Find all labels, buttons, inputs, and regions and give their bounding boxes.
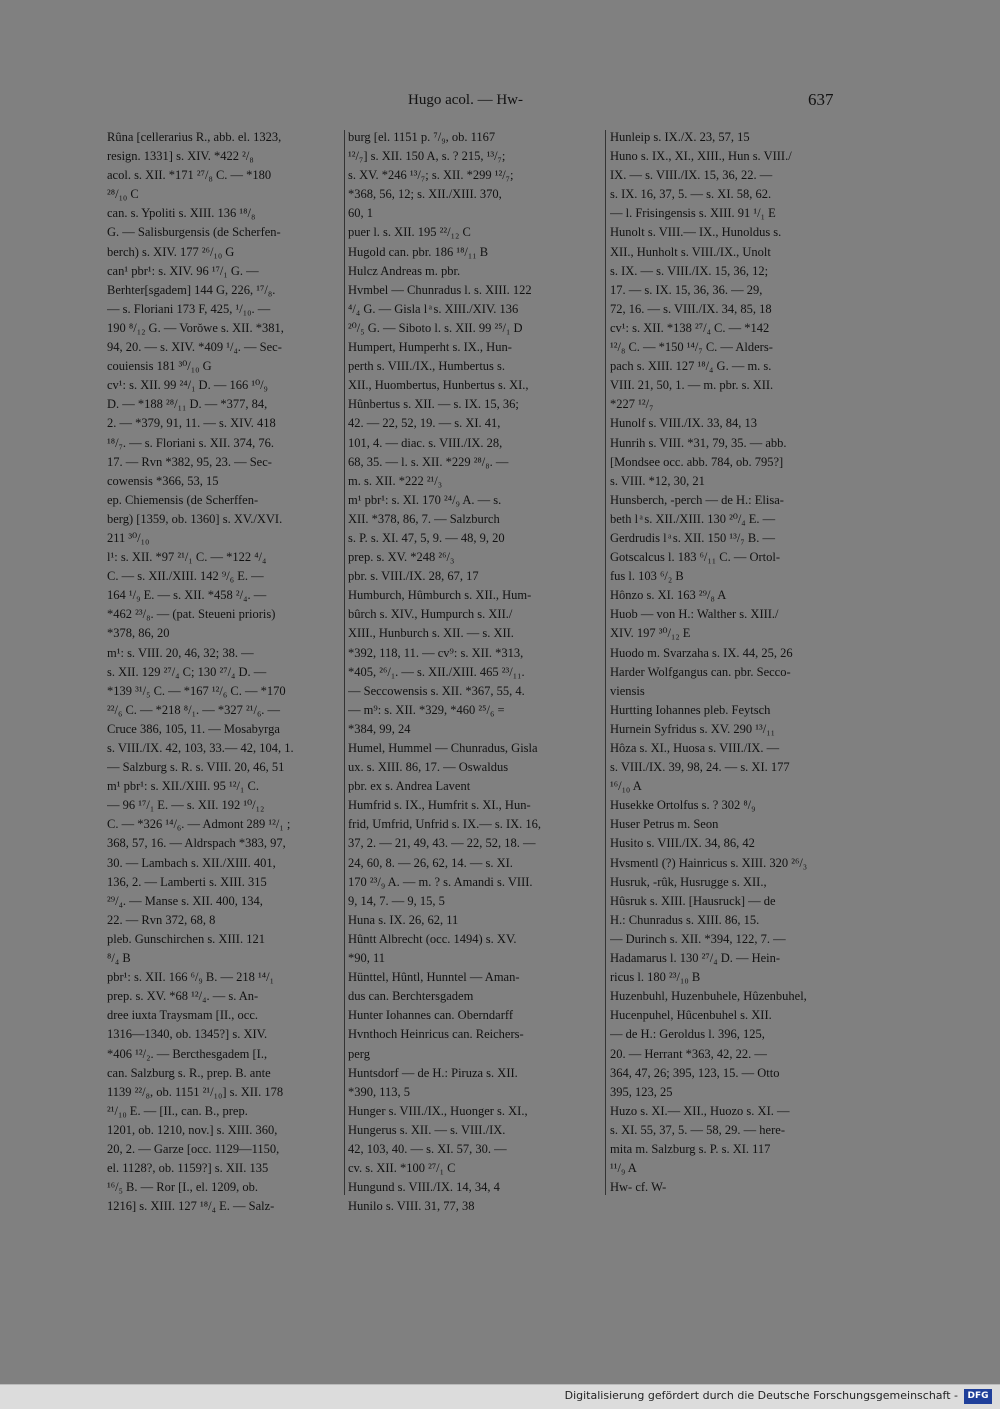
column-rule-2 <box>605 130 606 1195</box>
index-entry-line: 20, 2. — Garze [occ. 1129—1150, <box>107 1141 280 1156</box>
index-entry-line: 101, 4. — diac. s. VIII./IX. 28, <box>348 435 503 450</box>
index-entry-line: Hunsberch, -perch — de H.: Elisa- <box>610 492 784 507</box>
index-entry-line: Hünttel, Hûntl, Hunntel — Aman- <box>348 970 520 985</box>
index-entry-line: 364, 47, 26; 395, 123, 15. — Otto <box>610 1065 780 1080</box>
index-column-2 <box>348 128 601 1216</box>
index-entry-line: ¹⁶/₁₀ A <box>610 779 642 794</box>
index-entry-line: prep. s. XV. *68 ¹²/₄. — s. An- <box>107 989 259 1004</box>
index-entry-line: Hulcz Andreas m. pbr. <box>348 263 461 278</box>
index-entry-line: ²⁹/₄. — Manse s. XII. 400, 134, <box>107 893 263 908</box>
index-entry-line: — l. Frisingensis s. XIII. 91 ¹/₁ E <box>610 206 776 221</box>
index-entry-line: Gotscalcus l. 183 ⁶/₁₁ C. — Ortol- <box>610 550 781 565</box>
index-entry-line: perth s. VIII./IX., Humbertus s. <box>348 359 506 374</box>
index-entry-line: Hurtting Iohannes pleb. Feytsch <box>610 702 771 717</box>
index-entry-line: *462 ²³/₈. — (pat. Steueni prioris) <box>107 607 276 622</box>
index-entry-line: 2. — *379, 91, 11. — s. XIV. 418 <box>107 416 276 431</box>
index-entry-line: burg [el. 1151 p. ⁷/₉, ob. 1167 <box>348 130 496 144</box>
index-entry-line: 17. — s. IX. 15, 36, 36. — 29, <box>610 282 763 297</box>
index-entry-line: Hûnbertus s. XII. — s. IX. 15, 36; <box>348 397 519 412</box>
index-entry-line: dus can. Berchtersgadem <box>348 989 474 1004</box>
index-entry-line: 136, 2. — Lamberti s. XIII. 315 <box>107 874 267 889</box>
index-entry-line: 395, 123, 25 <box>610 1084 673 1099</box>
index-entry-line: Hunolt s. VIII.— IX., Hunoldus s. <box>610 225 782 240</box>
index-entry-line: can. Salzburg s. R., prep. B. ante <box>107 1065 271 1080</box>
index-entry-line: 1216] s. XIII. 127 ¹⁸/₄ E. — Salz- <box>107 1199 275 1214</box>
index-entry-line: ⁸/₄ B <box>107 951 131 966</box>
index-entry-line: 30. — Lambach s. XII./XIII. 401, <box>107 855 276 870</box>
index-entry-line: Hônzo s. XI. 163 ²⁹/₈ A <box>610 588 727 603</box>
index-entry-line: pbr. ex s. Andrea Lavent <box>348 779 471 794</box>
index-entry-line: Hvnthoch Heinricus can. Reichers- <box>348 1027 524 1042</box>
page-header-title: Hugo acol. — Hw- <box>408 92 523 108</box>
index-entry-line: cv. s. XII. *100 ²⁷/₁ C <box>348 1161 456 1176</box>
index-entry-line: — Salzburg s. R. s. VIII. 20, 46, 51 <box>107 760 285 775</box>
index-entry-line: Hûntt Albrecht (occ. 1494) s. XV. <box>348 931 517 946</box>
index-entry-line: Huzo s. XI.— XII., Huozo s. XI. — <box>610 1103 790 1118</box>
index-entry-line: ep. Chiemensis (de Scherffen- <box>107 492 259 507</box>
index-entry-line: Hvmbel — Chunradus l. s. XIII. 122 <box>348 282 532 297</box>
index-entry-line: *227 ¹²/₇ <box>610 397 654 412</box>
index-entry-line: VIII. 21, 50, 1. — m. pbr. s. XII. <box>610 378 774 393</box>
index-entry-line: XII., Huombertus, Hunbertus s. XI., <box>348 378 529 393</box>
index-entry-line: Rûna [cellerarius R., abb. el. 1323, <box>107 130 282 144</box>
dfg-logo: DFG <box>964 1389 992 1404</box>
index-entry-line: G. — Salisburgensis (de Scherfen- <box>107 225 281 240</box>
index-entry-line: Humburch, Hûmburch s. XII., Hum- <box>348 588 532 603</box>
index-entry-line: 42. — 22, 52, 19. — s. XI. 41, <box>348 416 501 431</box>
index-entry-line: Hûsruk s. XIII. [Hausruck] — de <box>610 893 776 908</box>
index-entry-line: Hunrih s. VIII. *31, 79, 35. — abb. <box>610 435 787 450</box>
index-entry-line: Harder Wolfgangus can. pbr. Secco- <box>610 664 791 679</box>
index-entry-line: 1316—1340, ob. 1345?] s. XIV. <box>107 1027 268 1042</box>
index-entry-line: ²²/₆ C. — *218 ⁸/₁. — *327 ²¹/₆. — <box>107 702 281 717</box>
index-entry-line: *384, 99, 24 <box>348 721 411 736</box>
index-entry-line: Huodo m. Svarzaha s. IX. 44, 25, 26 <box>610 645 793 660</box>
index-entry-line: mita m. Salzburg s. P. s. XI. 117 <box>610 1141 771 1156</box>
index-entry-line: 211 ³⁰/₁₀ <box>107 530 150 545</box>
index-entry-line: ¹⁶/₅ B. — Ror [I., el. 1209, ob. <box>107 1180 258 1195</box>
index-entry-line: — 96 ¹⁷/₁ E. — s. XII. 192 ¹⁰/₁₂ <box>107 798 265 813</box>
index-entry-line: 94, 20. — s. XIV. *409 ¹/₄. — Sec- <box>107 340 282 355</box>
index-entry-line: dree iuxta Traysmam [II., occ. <box>107 1008 259 1023</box>
page-number: 637 <box>808 90 834 109</box>
index-entry-line: Hvsmentl (?) Hainricus s. XIII. 320 ²⁶/₃ <box>610 855 808 870</box>
index-entry-line: cv¹: s. XII. *138 ²⁷/₄ C. — *142 <box>610 320 770 335</box>
index-entry-line: *406 ¹²/₂. — Bercthesgadem [I., <box>107 1046 268 1061</box>
index-entry-line: Hucenpuhel, Hûcenbuhel s. XII. <box>610 1008 772 1023</box>
index-entry-line: Cruce 386, 105, 11. — Mosabyrga <box>107 721 280 736</box>
index-entry-line: Hungerus s. XII. — s. VIII./IX. <box>348 1122 506 1137</box>
index-entry-line: 1201, ob. 1210, nov.] s. XIII. 360, <box>107 1122 278 1137</box>
index-entry-line: H.: Chunradus s. XIII. 86, 15. <box>610 912 760 927</box>
index-entry-line: C. — s. XII./XIII. 142 ⁹/₆ E. — <box>107 569 264 584</box>
index-entry-line: Huzenbuhl, Huzenbuhele, Hûzenbuhel, <box>610 989 807 1004</box>
index-entry-line: m. s. XII. *222 ²¹/₃ <box>348 473 443 488</box>
index-entry-line: Hunolf s. VIII./IX. 33, 84, 13 <box>610 416 757 431</box>
column-rule-1 <box>344 130 345 1195</box>
index-entry-line: Huser Petrus m. Seon <box>610 817 719 832</box>
index-entry-line: s. IX. 16, 37, 5. — s. XI. 58, 62. <box>610 187 772 202</box>
index-entry-line: m¹: s. VIII. 20, 46, 32; 38. — <box>107 645 254 660</box>
index-entry-line: ¹⁸/₇. — s. Floriani s. XII. 374, 76. <box>107 435 274 450</box>
index-entry-line: ¹²/₈ C. — *150 ¹⁴/₇ C. — Alders- <box>610 340 773 355</box>
index-entry-line: s. P. s. XI. 47, 5, 9. — 48, 9, 20 <box>348 530 505 545</box>
index-entry-line: s. XV. *246 ¹³/₇; s. XII. *299 ¹²/₇; <box>348 168 514 183</box>
index-entry-line: cowensis *366, 53, 15 <box>107 473 219 488</box>
index-entry-line: Hw- cf. W- <box>610 1180 667 1195</box>
index-entry-line: ⁴/₄ G. — Gisla l ͣ s. XIII./XIV. 136 <box>348 301 519 316</box>
index-entry-line: XII. *378, 86, 7. — Salzburch <box>348 511 500 526</box>
index-entry-line: 24, 60, 8. — 26, 62, 14. — s. XI. <box>348 855 513 870</box>
index-entry-line: — s. Floriani 173 F, 425, ¹/₁₀. — <box>107 301 271 316</box>
index-entry-line: Humfrid s. IX., Humfrit s. XI., Hun- <box>348 798 531 813</box>
index-entry-line: s. VIII./IX. 39, 98, 24. — s. XI. 177 <box>610 760 790 775</box>
index-entry-line: pleb. Gunschirchen s. XIII. 121 <box>107 931 265 946</box>
index-entry-line: Husruk, -rûk, Husrugge s. XII., <box>610 874 767 889</box>
index-entry-line: viensis <box>610 683 645 698</box>
index-entry-line: beth l ͣ s. XII./XIII. 130 ²⁰/₄ E. — <box>610 511 776 526</box>
index-entry-line: XII., Hunholt s. VIII./IX., Unolt <box>610 244 771 259</box>
index-entry-line: 170 ²³/₉ A. — m. ? s. Amandi s. VIII. <box>348 874 533 889</box>
index-entry-line: s. VIII. *12, 30, 21 <box>610 473 705 488</box>
index-entry-line: Hunger s. VIII./IX., Huonger s. XI., <box>348 1103 528 1118</box>
index-entry-line: pach s. XIII. 127 ¹⁸/₄ G. — m. s. <box>610 359 772 374</box>
index-entry-line: acol. s. XII. *171 ²⁷/₈ C. — *180 <box>107 168 272 183</box>
index-entry-line: Hunter Iohannes can. Oberndarff <box>348 1008 513 1023</box>
index-entry-line: berg) [1359, ob. 1360] s. XV./XVI. <box>107 511 283 526</box>
footer-credit: Digitalisierung gefördert durch die Deutsche Forschungsgemeinschaft - <box>564 1389 958 1402</box>
index-entry-line: Husito s. VIII./IX. 34, 86, 42 <box>610 836 755 851</box>
index-entry-line: perg <box>348 1046 370 1061</box>
index-entry-line: 368, 57, 16. — Aldrspach *383, 97, <box>107 836 286 851</box>
index-entry-line: 164 ¹/₉ E. — s. XII. *458 ²/₄. — <box>107 588 267 603</box>
index-entry-line: ricus l. 180 ²³/₁₀ B <box>610 970 701 985</box>
index-entry-line: C. — *326 ¹⁴/₆. — Admont 289 ¹²/₁ ; <box>107 817 291 832</box>
index-entry-line: l¹: s. XII. *97 ²¹/₁ C. — *122 ⁴/₄ <box>107 550 267 565</box>
index-entry-line: Huntsdorf — de H.: Piruza s. XII. <box>348 1065 518 1080</box>
index-entry-line: 17. — Rvn *382, 95, 23. — Sec- <box>107 454 272 469</box>
index-column-1 <box>107 128 342 1216</box>
footer-bar <box>0 1384 1000 1409</box>
index-entry-line: ux. s. XIII. 86, 17. — Oswaldus <box>348 760 509 775</box>
index-entry-line: Huno s. IX., XI., XIII., Hun s. VIII./ <box>610 149 792 164</box>
index-entry-line: Huob — von H.: Walther s. XIII./ <box>610 607 779 622</box>
index-entry-line: ²⁸/₁₀ C <box>107 187 139 202</box>
index-entry-line: cv¹: s. XII. 99 ²⁴/₁ D. — 166 ¹⁰/₉ <box>107 378 268 393</box>
index-entry-line: 20. — Herrant *363, 42, 22. — <box>610 1046 767 1061</box>
index-entry-line: Gerdrudis l ͣ s. XII. 150 ¹³/₇ B. — <box>610 530 775 545</box>
index-entry-line: XIII., Hunburch s. XII. — s. XII. <box>348 626 514 641</box>
index-entry-line: *378, 86, 20 <box>107 626 170 641</box>
index-entry-line: — de H.: Geroldus l. 396, 125, <box>610 1027 765 1042</box>
index-entry-line: Hurnein Syfridus s. XV. 290 ¹³/₁₁ <box>610 721 775 736</box>
index-entry-line: bûrch s. XIV., Humpurch s. XII./ <box>348 607 513 622</box>
index-entry-line: ¹²/₇] s. XII. 150 A, s. ? 215, ¹³/₇; <box>348 149 506 164</box>
index-entry-line: s. XII. 129 ²⁷/₄ C; 130 ²⁷/₄ D. — <box>107 664 267 679</box>
index-entry-line: 1139 ²²/₈, ob. 1151 ²¹/₁₀] s. XII. 178 <box>107 1084 284 1099</box>
index-entry-line: ²⁰/₅ G. — Siboto l. s. XII. 99 ²⁵/₁ D <box>348 320 523 335</box>
index-entry-line: fus l. 103 ⁶/₂ B <box>610 569 684 584</box>
index-entry-line: 68, 35. — l. s. XII. *229 ²⁸/₈. — <box>348 454 509 469</box>
index-entry-line: pbr¹: s. XII. 166 ⁶/₉ B. — 218 ¹⁴/₁ <box>107 970 274 985</box>
index-entry-line: Humel, Hummel — Chunradus, Gisla <box>348 741 538 755</box>
index-entry-line: s. XI. 55, 37, 5. — 58, 29. — here- <box>610 1122 785 1137</box>
index-entry-line: Hôza s. XI., Huosa s. VIII./IX. — <box>610 741 780 755</box>
index-entry-line: Huna s. IX. 26, 62, 11 <box>348 912 459 927</box>
index-entry-line: Hunilo s. VIII. 31, 77, 38 <box>348 1199 475 1214</box>
index-entry-line: Hadamarus l. 130 ²⁷/₄ D. — Hein- <box>610 951 781 966</box>
index-entry-line: XIV. 197 ³⁰/₁₂ E <box>610 626 691 641</box>
index-entry-line: *405, ²⁶/₁. — s. XII./XIII. 465 ²³/₁₁. <box>348 664 525 679</box>
index-entry-line: m¹ pbr¹: s. XII./XIII. 95 ¹²/₁ C. <box>107 779 259 794</box>
index-entry-line: 72, 16. — s. VIII./IX. 34, 85, 18 <box>610 301 772 316</box>
index-entry-line: — Durinch s. XII. *394, 122, 7. — <box>610 931 786 946</box>
index-column-3 <box>610 128 870 1197</box>
index-entry-line: 37, 2. — 21, 49, 43. — 22, 52, 18. — <box>348 836 536 851</box>
index-entry-line: resign. 1331] s. XIV. *422 ²/₈ <box>107 149 254 164</box>
index-entry-line: 22. — Rvn 372, 68, 8 <box>107 912 216 927</box>
index-entry-line: pbr. s. VIII./IX. 28, 67, 17 <box>348 569 479 584</box>
index-entry-line: 42, 103, 40. — s. XI. 57, 30. — <box>348 1141 507 1156</box>
index-entry-line: 60, 1 <box>348 206 373 221</box>
index-entry-line: *139 ³¹/₅ C. — *167 ¹²/₆ C. — *170 <box>107 683 286 698</box>
index-entry-line: — m⁹: s. XII. *329, *460 ²⁵/₆ = <box>348 702 505 717</box>
index-entry-line: Humpert, Humperht s. IX., Hun- <box>348 340 512 355</box>
index-entry-line: — Seccowensis s. XII. *367, 55, 4. <box>348 683 525 698</box>
index-entry-line: Hunleip s. IX./X. 23, 57, 15 <box>610 130 750 144</box>
index-entry-line: 9, 14, 7. — 9, 15, 5 <box>348 893 445 908</box>
index-entry-line: Berhter[sgadem] 144 G, 226, ¹⁷/₈. <box>107 282 276 297</box>
index-entry-line: m¹ pbr¹: s. XI. 170 ²⁴/₉ A. — s. <box>348 492 502 507</box>
index-entry-line: can. s. Ypoliti s. XIII. 136 ¹⁸/₈ <box>107 206 256 221</box>
index-entry-line: IX. — s. VIII./IX. 15, 36, 22. — <box>610 168 773 183</box>
index-entry-line: puer l. s. XII. 195 ²²/₁₂ C <box>348 225 471 240</box>
index-entry-line: *90, 11 <box>348 951 386 966</box>
index-entry-line: berch) s. XIV. 177 ²⁶/₁₀ G <box>107 244 235 259</box>
index-entry-line: prep. s. XV. *248 ²⁶/₃ <box>348 550 455 565</box>
index-entry-line: can¹ pbr¹: s. XIV. 96 ¹⁷/₁ G. — <box>107 263 259 278</box>
index-entry-line: *390, 113, 5 <box>348 1084 411 1099</box>
index-entry-line: couiensis 181 ³⁰/₁₀ G <box>107 359 212 374</box>
index-entry-line: Hungund s. VIII./IX. 14, 34, 4 <box>348 1180 500 1195</box>
index-entry-line: *392, 118, 11. — cv⁹: s. XII. *313, <box>348 645 524 660</box>
index-entry-line: [Mondsee occ. abb. 784, ob. 795?] <box>610 454 784 469</box>
index-entry-line: ²¹/₁₀ E. — [II., can. B., prep. <box>107 1103 248 1118</box>
index-entry-line: Hugold can. pbr. 186 ¹⁸/₁₁ B <box>348 244 489 259</box>
index-entry-line: s. IX. — s. VIII./IX. 15, 36, 12; <box>610 263 769 278</box>
index-entry-line: el. 1128?, ob. 1159?] s. XII. 135 <box>107 1161 269 1176</box>
index-entry-line: frid, Umfrid, Unfrid s. IX.— s. IX. 16, <box>348 817 542 832</box>
index-entry-line: D. — *188 ²⁸/₁₁ D. — *377, 84, <box>107 397 268 412</box>
index-entry-line: 190 ⁸/₁₂ G. — Vorŏwe s. XII. *381, <box>107 320 284 335</box>
index-entry-line: *368, 56, 12; s. XII./XIII. 370, <box>348 187 502 202</box>
index-entry-line: Husekke Ortolfus s. ? 302 ⁸/₉ <box>610 798 756 813</box>
index-entry-line: s. VIII./IX. 42, 103, 33.— 42, 104, 1. <box>107 741 294 755</box>
index-entry-line: ¹¹/₉ A <box>610 1161 637 1176</box>
